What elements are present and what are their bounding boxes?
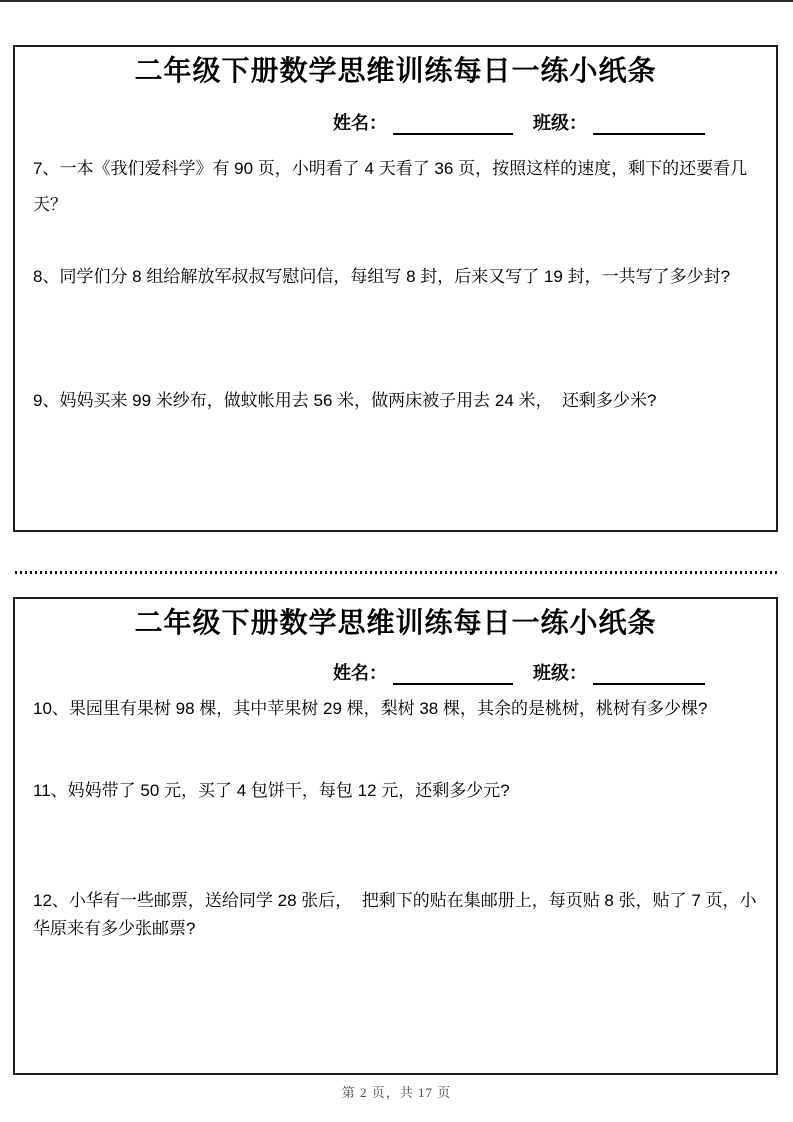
question-7: 7、一本《我们爱科学》有 90 页，小明看了 4 天看了 36 页，按照这样的速度，剩下的还要看几天？ <box>33 159 748 214</box>
worksheet-slip-1 <box>13 45 778 532</box>
question-12: 12、小华有一些邮票，送给同学 28 张后， 把剩下的贴在集邮册上，每页贴 8 张，贴了 7 页，小华原来有多少张邮票? <box>33 891 757 938</box>
question-11: 11、妈妈带了 50 元，买了 4 包饼干，每包 12 元，还剩多少元? <box>33 781 510 800</box>
page-top-edge <box>0 0 793 2</box>
name-blank-line <box>393 665 513 685</box>
name-blank-line <box>393 115 513 135</box>
class-blank-line <box>593 115 705 135</box>
question-10: 10、果园里有果树 98 棵，其中苹果树 29 棵，梨树 38 棵，其余的是桃树，桃树有多少棵? <box>33 699 708 718</box>
name-class-row <box>333 659 758 685</box>
question-8: 8、同学们分 8 组给解放军叔叔写慰问信，每组写 8 封，后来又写了 19 封，一共写了多少封? <box>33 267 731 286</box>
name-class-row <box>333 109 758 135</box>
class-blank-line <box>593 665 705 685</box>
page-number-footer: 第 2 页，共 17 页 <box>341 1085 452 1100</box>
class-label: 班级： <box>533 113 587 133</box>
name-label: 姓名： <box>333 113 387 133</box>
worksheet-title: 二年级下册数学思维训练每日一练小纸条 <box>134 55 657 86</box>
worksheet-title: 二年级下册数学思维训练每日一练小纸条 <box>134 607 657 638</box>
name-label: 姓名： <box>333 663 387 683</box>
worksheet-slip-2 <box>13 597 778 1075</box>
cut-line-divider <box>15 571 777 574</box>
class-label: 班级： <box>533 663 587 683</box>
question-9: 9、妈妈买来 99 米纱布，做蚊帐用去 56 米，做两床被子用去 24 米， 还剩多少米? <box>33 391 657 410</box>
